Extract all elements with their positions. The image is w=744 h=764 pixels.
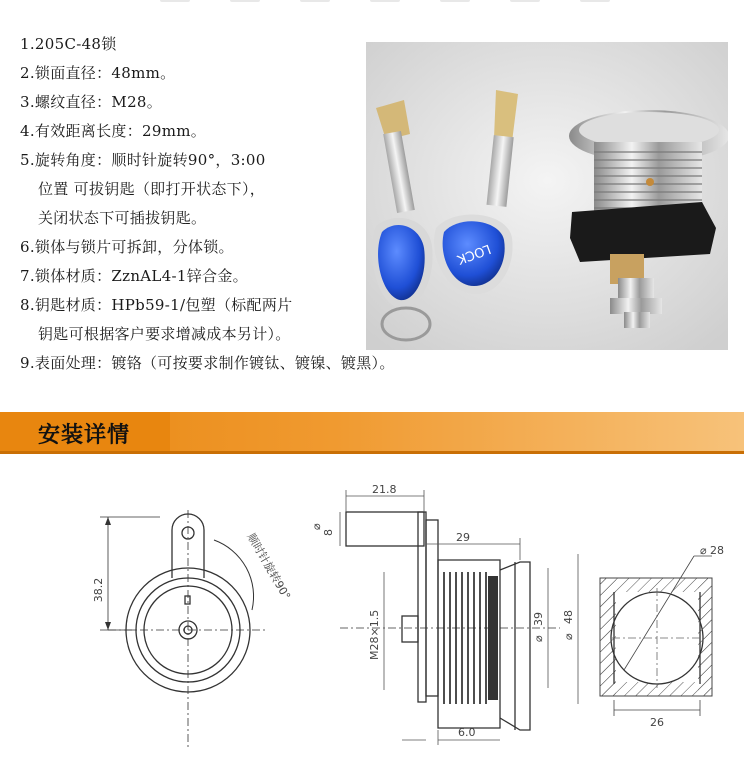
spec-line: 1.205C-48锁: [20, 35, 117, 53]
svg-text:⌀: ⌀: [310, 523, 323, 530]
svg-text:⌀: ⌀: [700, 544, 707, 557]
section-title: 安装详情: [38, 423, 131, 448]
thread-hatch: [444, 572, 486, 704]
spec-item: [20, 233, 380, 262]
lock-nut: [488, 576, 498, 700]
svg-text:⌀: ⌀: [562, 633, 575, 640]
rotation-note: 顺时针旋转90°: [244, 531, 293, 603]
svg-text:⌀: ⌀: [532, 635, 545, 642]
thread-dim: M28×1.5: [368, 609, 381, 660]
spec-continuation: 钥匙可根据客户要求增减成本另计）。: [38, 325, 291, 343]
top-strip: [0, 0, 744, 10]
spec-line: 3.螺纹直径：M28。: [20, 93, 163, 111]
base-thickness-dim: 6.0: [458, 726, 476, 739]
spec-item: [20, 291, 380, 349]
spec-continuation: 位置 可拔钥匙（即打开状态下），: [38, 180, 266, 198]
key-label: LOCK: [454, 240, 493, 267]
spec-list: [20, 30, 395, 378]
face-diameter-dim: 48: [562, 610, 575, 624]
spec-line: 8.钥匙材质：HPb59-1/包塑（标配两片: [20, 296, 293, 314]
hole-flat-dim: 26: [650, 716, 664, 729]
product-photo: [366, 42, 728, 350]
spec-line: 7.锁体材质：ZznAL4-1锌合金。: [20, 267, 248, 285]
effective-length-dim: 29: [456, 531, 470, 544]
spec-item: [20, 262, 380, 291]
technical-drawing: [0, 460, 744, 760]
spec-item: [20, 88, 380, 117]
front-view: [100, 510, 268, 750]
body-diameter-dim: 39: [532, 612, 545, 626]
spec-line: 4.有效距离长度：29mm。: [20, 122, 207, 140]
spec-line: 6.锁体与锁片可拆卸，分体锁。: [20, 238, 234, 256]
cam-width-dim: 8: [322, 529, 335, 536]
hole-diameter-dim: 28: [710, 544, 724, 557]
spec-item: [20, 146, 380, 233]
spec-line: 5.旋转角度：顺时针旋转90°，3:00: [20, 151, 266, 169]
spec-continuation: 关闭状态下可插拔钥匙。: [38, 209, 207, 227]
spec-line: 2.锁面直径：48mm。: [20, 64, 176, 82]
spec-item: [20, 117, 380, 146]
height-dimension: 38.2: [92, 577, 105, 603]
spec-line: 9.表面处理：镀铬（可按要求制作镀钛、镀镍、镀黑）。: [20, 354, 395, 372]
mounting-hole-view: [600, 556, 712, 716]
spec-item: [20, 30, 380, 59]
cam-length-dim: 21.8: [372, 483, 397, 496]
spec-item: [20, 59, 380, 88]
spec-item: [20, 349, 395, 378]
